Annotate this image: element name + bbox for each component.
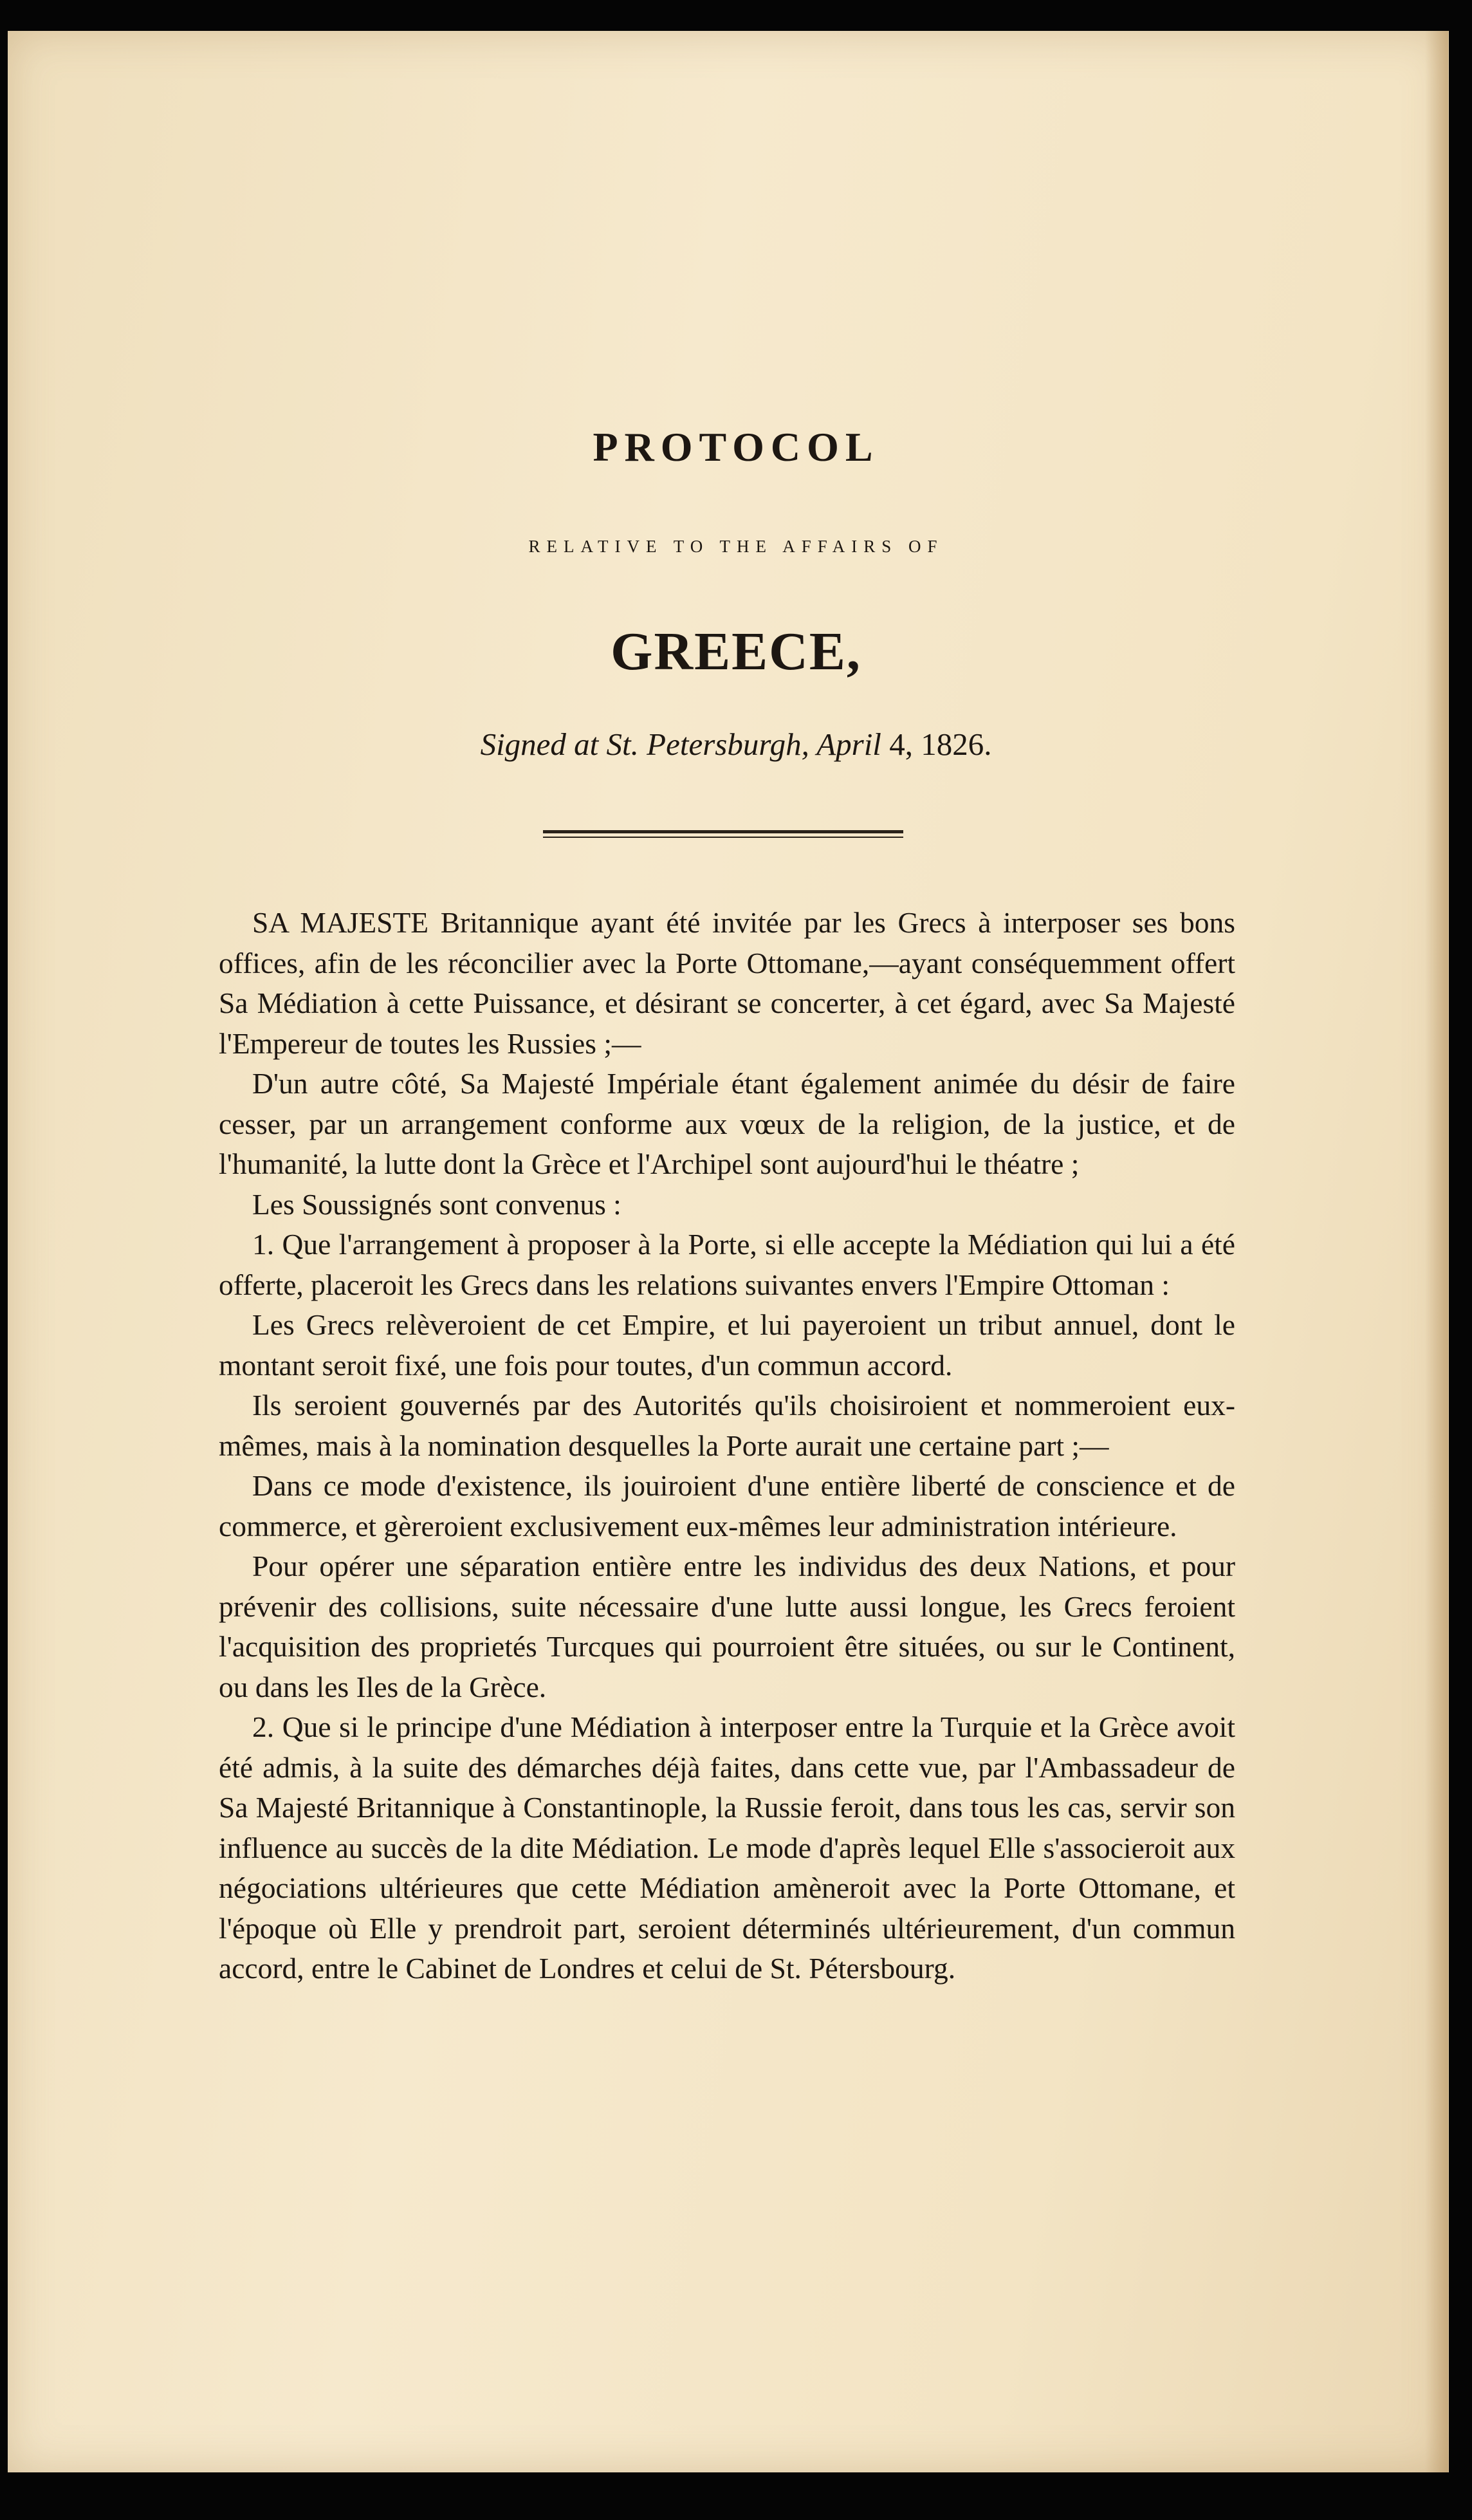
divider-rule-thick <box>543 830 903 833</box>
paragraph-2: D'un autre côté, Sa Majesté Impériale étant également animée du désir de faire cesser, par un arrangement conforme aux vœux de la religion, de la justice, et de l'humanité, la lutte dont la Grèce et l'Archipel sont aujourd'hui le théatre ; <box>219 1067 1235 1180</box>
paragraph-1: SA MAJESTE Britannique ayant été invitée par les Grecs à interposer ses bons offices, afin de les réconcilier avec la Porte Ottomane,—ayant conséquemment offert Sa Médiation à cette Puissance, et désirant se concerter, à cet égard, avec Sa Majesté l'Empereur de toutes les Russies ;— <box>219 906 1235 1060</box>
document-subtitle: RELATIVE TO THE AFFAIRS OF <box>528 537 944 556</box>
paragraph-8: Pour opérer une séparation entière entre les individus des deux Nations, et pour prévenir des collisions, suite nécessaire d'une lutte aussi longue, les Grecs feroient l'acquisition des proprietés Turcques qui pourroient être situées, ou sur le Continent, ou dans les Iles de la Grèce. <box>219 1550 1235 1703</box>
document-country-heading: GREECE, <box>611 622 861 681</box>
divider-rule-thin <box>543 837 903 838</box>
paragraph-5: Les Grecs relèveroient de cet Empire, et lui payeroient un tribut annuel, dont le montant seroit fixé, une fois pour toutes, d'un commun accord. <box>219 1308 1235 1382</box>
document-body <box>219 903 1235 1989</box>
paragraph-7: Dans ce mode d'existence, ils jouiroient d'une entière liberté de conscience et de commerce, et gèreroient exclusivement eux-mêmes leur administration intérieure. <box>219 1469 1235 1543</box>
paragraph-9: 2. Que si le principe d'une Médiation à interposer entre la Turquie et la Grèce avoit été admis, à la suite des démarches déjà faites, dans cette vue, par l'Ambassadeur de Sa Majesté Britannique à Constantinople, la Russie feroit, dans tous les cas, servir son influence au succès de la dite Médiation. Le mode d'après lequel Elle s'associeroit aux négociations ultérieures que cette Médiation amèneroit avec la Porte Ottomane, et l'époque où Elle y prendroit part, seroient déterminés ultérieurement, d'un commun accord, entre le Cabinet de Londres et celui de St. Pétersbourg. <box>219 1710 1235 1985</box>
signing-place-date: Signed at St. Petersburgh, April <box>480 727 881 762</box>
signing-line <box>0 726 1472 763</box>
paragraph-6: Ils seroient gouvernés par des Autorités qu'ils choisiroient et nommeroient eux-mêmes, mais à la nomination desquelles la Porte aurait une certaine part ;— <box>219 1389 1235 1462</box>
paper-edge-shadow <box>1425 31 1448 2472</box>
signing-day-year: 4, 1826. <box>889 727 992 762</box>
paragraph-3: Les Soussignés sont convenus : <box>252 1187 621 1221</box>
paragraph-4: 1. Que l'arrangement à proposer à la Porte, si elle accepte la Médiation qui lui a été offerte, placeroit les Grecs dans les relations suivantes envers l'Empire Ottoman : <box>219 1228 1235 1301</box>
document-title: PROTOCOL <box>593 424 879 470</box>
